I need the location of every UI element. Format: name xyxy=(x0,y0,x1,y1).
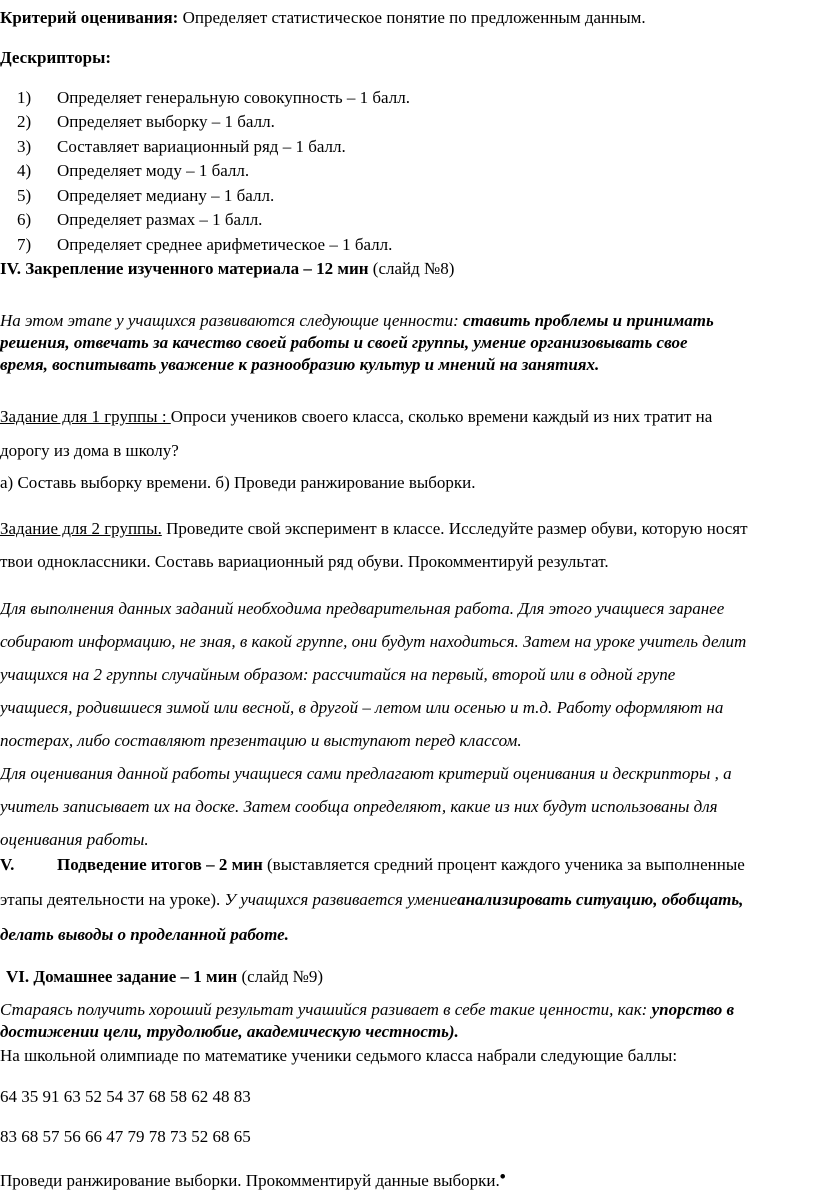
values-intro: Стараясь получить хороший результат учашийся разивает в себе такие ценности, как: xyxy=(0,1000,652,1019)
homework-task: На школьной олимпиаде по математике ученики седьмого класса набрали следующие баллы: xyxy=(0,1046,678,1065)
final-text: Проведи ранжирование выборки. Прокомментируй данные выборки. xyxy=(0,1171,500,1190)
note-line: учащиеся, родившиеся зимой или весной, в другой – летом или осенью и т.д. Работу оформляют на xyxy=(0,698,724,717)
section5-text2: этапы деятельности на уроке). xyxy=(0,890,221,909)
scores-row-2: 83 68 57 56 66 47 79 78 73 52 68 65 xyxy=(0,1127,251,1146)
task1-text: Опроси учеников своего класса, сколько времени каждый из них тратит на xyxy=(170,407,713,426)
task2-text: Проведите свой эксперимент в классе. Исследуйте размер обуви, которую носят xyxy=(161,519,748,538)
item-text: Определяет размах – 1 балл. xyxy=(57,210,263,229)
item-number: 3) xyxy=(17,137,32,156)
section5-heading xyxy=(0,855,745,875)
values-line xyxy=(0,311,714,331)
note-line: учитель записывает их на доске. Затем сообща определяют, какие из них будут использованы для xyxy=(0,797,718,816)
slide-ref: (слайд №9) xyxy=(237,967,324,986)
task1-line xyxy=(0,407,712,427)
task1-label: Задание для 1 группы : xyxy=(0,407,171,426)
descriptors-title: Дескрипторы: xyxy=(0,48,112,67)
heading-text: IV. Закрепление изученного материала – 12 мин xyxy=(0,259,369,278)
section6-heading xyxy=(6,967,323,987)
task2-line2: твои одноклассники. Составь вариационный ряд обуви. Прокомментируй результат. xyxy=(0,552,609,571)
note-line: постерах, либо составляют презентацию и выступают перед классом. xyxy=(0,731,522,750)
note-line: Для выполнения данных заданий необходима предварительная работа. Для этого учащиеся заранее xyxy=(0,599,725,618)
item-text: Составляет вариационный ряд – 1 балл. xyxy=(57,137,346,156)
section4-heading xyxy=(0,259,454,279)
note-line: собирают информацию, не зная, в какой группе, они будут находиться. Затем на уроке учитель делит xyxy=(0,632,747,651)
heading-text: Подведение итогов – 2 мин xyxy=(57,855,263,874)
note-line: Для оценивания данной работы учащиеся сами предлагают критерий оценивания и дескрипторы , а xyxy=(0,764,732,783)
scores-row-1: 64 35 91 63 52 54 37 68 58 62 48 83 xyxy=(0,1087,251,1106)
item-number: 5) xyxy=(17,186,32,205)
section6-values2: достижении цели, трудолюбие, академическую честность). xyxy=(0,1022,459,1041)
item-text: Определяет среднее арифметическое – 1 балл. xyxy=(57,235,393,254)
section6-values xyxy=(0,1000,734,1020)
item-number: 7) xyxy=(17,235,32,254)
note-line: учащихся на 2 группы случайным образом: рассчитайся на первый, второй или в одной групе xyxy=(0,665,676,684)
values-bold: упорство в xyxy=(651,1000,735,1019)
values-line: решения, отвечать за качество своей работы и своей группы, умение организовывать свое xyxy=(0,333,688,352)
item-text: Определяет генеральную совокупность – 1 балл. xyxy=(57,88,410,107)
section5-line2 xyxy=(0,890,743,910)
item-number: 6) xyxy=(17,210,32,229)
task1-ab: а) Составь выборку времени. б) Проведи ранжирование выборки. xyxy=(0,473,476,492)
section5-text: (выставляется средний процент каждого ученика за выполненные xyxy=(262,855,745,874)
section-number: V. xyxy=(0,855,15,874)
slide-ref: (слайд №8) xyxy=(368,259,455,278)
values-line: время, воспитывать уважение к разнообразию культур и мнений на занятиях. xyxy=(0,355,600,374)
criterion-line xyxy=(0,8,646,28)
final-line xyxy=(0,1167,506,1191)
item-number: 1) xyxy=(17,88,32,107)
section5-bold-italic: анализировать ситуацию, обобщать, xyxy=(457,890,744,909)
task2-label: Задание для 2 группы. xyxy=(0,519,162,538)
item-number: 4) xyxy=(17,161,32,180)
values-bold: ставить проблемы и принимать xyxy=(463,311,714,330)
values-intro: На этом этапе у учащихся развиваются следующие ценности: xyxy=(0,311,464,330)
section5-line3: делать выводы о проделанной работе. xyxy=(0,925,289,944)
task1-line2: дорогу из дома в школу? xyxy=(0,441,179,460)
bullet-icon: • xyxy=(499,1167,506,1186)
item-number: 2) xyxy=(17,112,32,131)
item-text: Определяет выборку – 1 балл. xyxy=(57,112,275,131)
task2-line xyxy=(0,519,748,539)
note-line: оценивания работы. xyxy=(0,830,149,849)
criterion-text: Определяет статистическое понятие по предложенным данным. xyxy=(178,8,646,27)
item-text: Определяет моду – 1 балл. xyxy=(57,161,250,180)
criterion-label: Критерий оценивания: xyxy=(0,8,179,27)
heading-text: VI. Домашнее задание – 1 мин xyxy=(6,967,238,986)
item-text: Определяет медиану – 1 балл. xyxy=(57,186,275,205)
section5-italic: У учащихся развивается умение xyxy=(220,890,458,909)
